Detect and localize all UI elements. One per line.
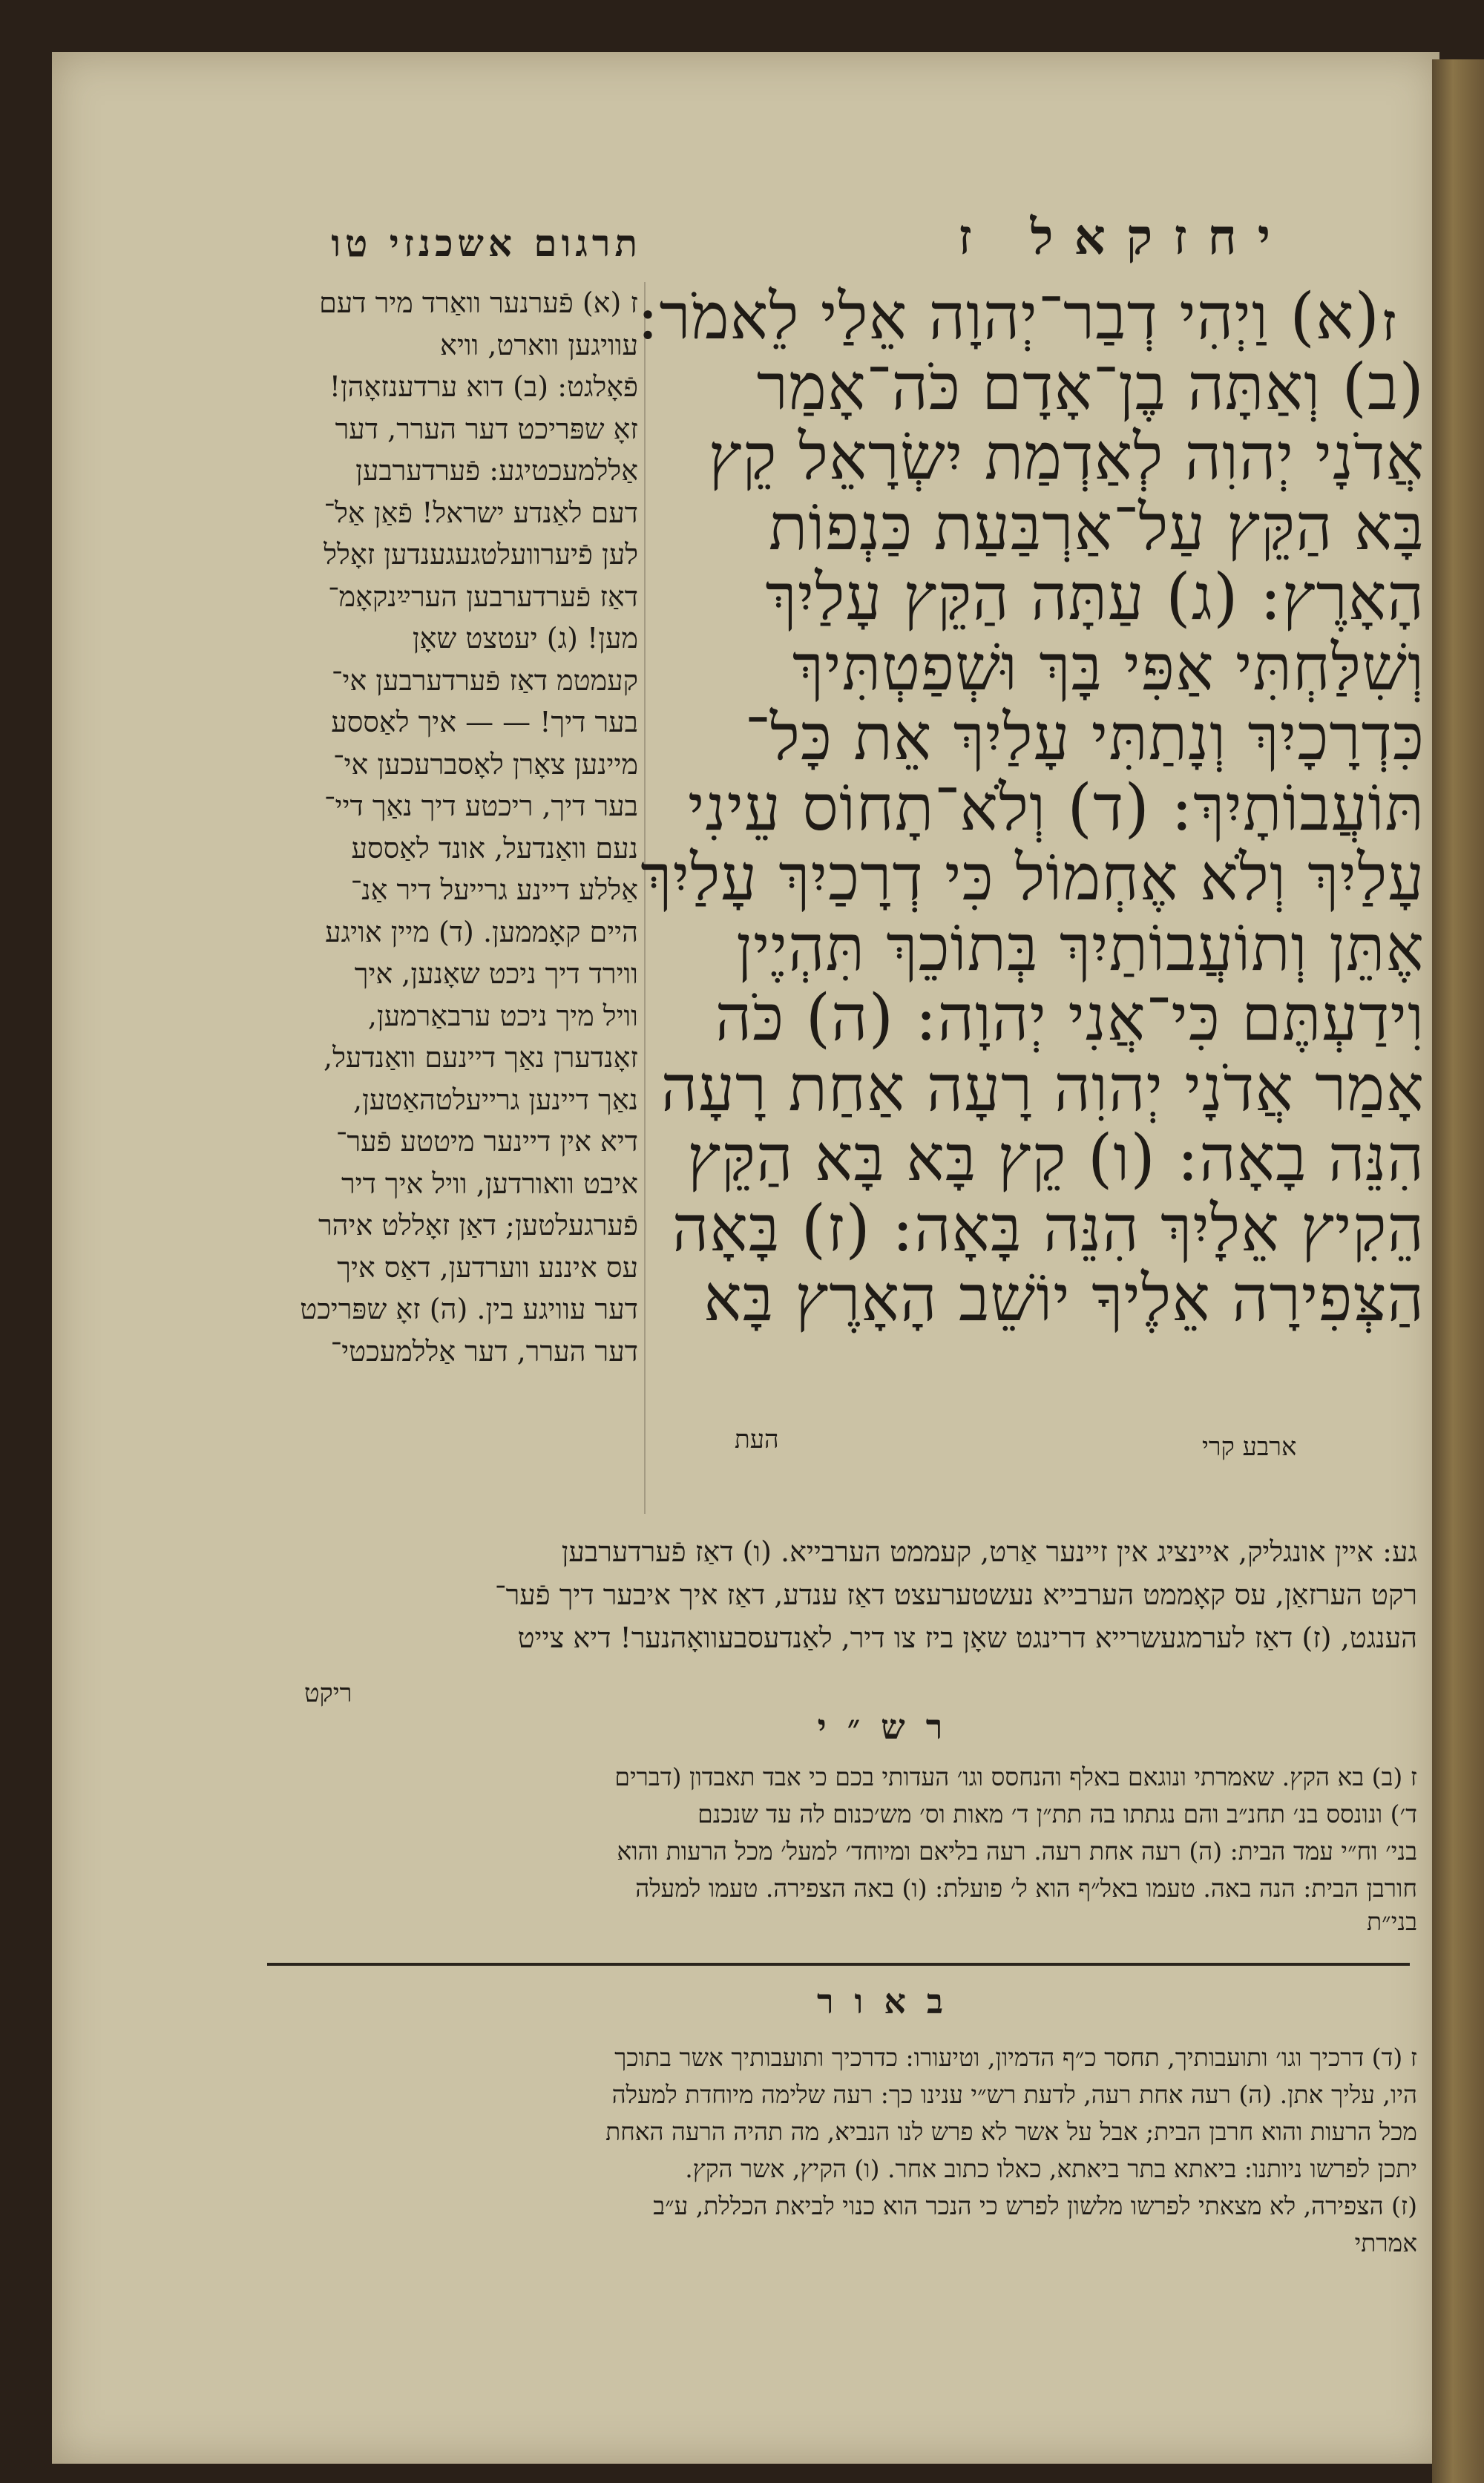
translation-line: דיא אין דיינער מיטטע פֿער־ [335, 1125, 638, 1158]
biur-line: יתכן לפרשו ניותנו: ביאתא בתר ביאתא, כאלו כתוב אחר. (ו) הקיץ, אשר הקץ. [685, 2154, 1417, 2183]
translation-line: בער דיך, ריכטע דיך נאַך דיי־ [324, 790, 638, 822]
rashi-commentary [260, 1759, 1417, 1937]
translation-line: היים קאָממען. (ד) מיין אויגע [325, 915, 638, 948]
translation-continuation [237, 1530, 1417, 1659]
rashi-line: בני׳ וח״י עמד הבית: (ה) רעה אחת רעה. רעה בליאם ומיוחד׳ למעל׳ מכל הרעות והוא [617, 1837, 1417, 1866]
translation-line: דאַז פֿערדערבען הערײַנקאָמ־ [328, 580, 638, 613]
translation-line: זאָנדערן נאַך דיינעם וואַנדעל, [324, 1041, 638, 1074]
book-spine [1432, 59, 1484, 2483]
main-line: תּוֹעֲבוֹתָיִךְ: (ד) וְלֹא־תָחוֹס עֵינִי [687, 770, 1425, 845]
translation-line: נעם וואַנדעל, אונד לאַססע [351, 831, 638, 865]
translation-column [252, 282, 638, 1372]
biur-line: (ז) הצפירה, לא מצאתי לפרשו מלשון לפרש כי הנכר הוא כנוי לביאת הכללת, ע״ב [653, 2191, 1417, 2220]
translation-line: קעמטמ דאַז פֿערדערבען אי־ [331, 663, 638, 697]
continuation-line: גע: איין אונגליק, איינציג אין זיינער אַרט, קעממט הערבייא. (ו) דאַז פֿערדערבען [561, 1535, 1417, 1568]
translation-line: עס איננע ווערדען, דאַס איך [337, 1250, 638, 1284]
translation-line: פֿערגעלטען; דאַן זאָללט איהר [318, 1209, 638, 1242]
main-line: עָלַיִךְ וְלֹא אֶחְמוֹל כִּי דְרָכַיִךְ עָלַיִךְ [640, 841, 1425, 915]
rashi-line: ז (ב) בא הקץ. שאמרתי ונוגאם באלף והנחסס וגו׳ העדותי בכם כי אבד תאבדון (דברים [614, 1762, 1417, 1791]
main-line: אֶתֵּן וְתוֹעֲבוֹתַיִךְ בְּתוֹכֵךְ תִּהְיֶין [736, 911, 1425, 985]
translation-line: נאַך דיינען גרייעלטהאַטען, [353, 1083, 638, 1116]
rashi-line: בני״ת [1367, 1907, 1417, 1936]
rashi-line: חורבן הבית: הנה באה. טעמו באל״ף הוא ל׳ פועלת: (ו) באה הצפירה. טעמו למעלה [635, 1874, 1417, 1903]
book-title-header: יחזקאל ז [958, 208, 1291, 266]
biur-line: מכל הרעות והוא חרבן הבית; אבל על אשר לא פרש לנו הנביא, מה תהיה הרעה האחת [605, 2117, 1417, 2146]
main-line: כִּדְרָכָיִךְ וְנָתַתִּי עָלַיִךְ אֵת כָּל־ [744, 701, 1425, 775]
biur-commentary [260, 2039, 1417, 2262]
translation-line: איבט וואורדען, וויל איך דיר [341, 1167, 638, 1200]
translation-line: ז (א) פֿערנער וואַרד מיר דעם [319, 286, 638, 319]
biur-title: באור [816, 1981, 965, 2021]
translation-line: אַללמעכטיגע: פֿערדערבען [355, 454, 638, 487]
translation-title-header: תרגום אשכנזי טו [331, 221, 642, 265]
main-line: הָאָרֶץ: (ג) עַתָּה הַקֵּץ עָלַיִךְ [765, 560, 1425, 634]
main-catchword-left: העת [735, 1425, 779, 1454]
translation-line: דער הערר, דער אַללמעכטי־ [330, 1334, 638, 1368]
translation-line: אַללע דיינע גרייעל דיר אַנ־ [350, 873, 638, 906]
rashi-title: רש״י [817, 1707, 964, 1747]
main-line: אֲדֹנָי יְהוִה לְאַדְמַת יִשְׂרָאֵל קֵץ [708, 420, 1425, 494]
continuation-line: רקט הערזאַן, עס קאָממט הערבייא נעשטערעצט דאַז ענדע, דאַז איך איבער דיך פֿער־ [495, 1578, 1417, 1611]
continuation-line: הענגט, (ז) דאַז לערמגעשרייא דרינגט שאָן ביז צו דיר, לאַנדעסבעוואָהנער! דיא צייט [517, 1621, 1417, 1654]
section-divider [267, 1963, 1410, 1966]
translation-line: לען פֿיערוועלטגעגענדען זאָלל [324, 538, 638, 571]
main-line: הַצְּפִירָה אֵלֶיךָ יוֹשֵׁב הָאָרֶץ בָּא [703, 1262, 1425, 1336]
translation-line: פֿאָלגט: (ב) דוא ערדענזאָהן! [329, 370, 638, 403]
translation-line: דעם לאַנדע ישראל! פֿאַן אַל־ [324, 496, 638, 529]
translation-line: מען! (ג) יעטצט שאָן [412, 622, 638, 655]
main-line: בָּא הַקֵּץ עַל־אַרְבַּעַת כַּנְפוֹת [768, 490, 1425, 565]
translation-line: וויל מיך ניכט ערבאַרמען, [367, 999, 638, 1032]
main-line: (א) וַיְהִי דְבַר־יְהוָה אֵלַי לֵאמֹר: [637, 280, 1380, 354]
biur-line: היו, עליך אתן. (ה) רעה אחת רעה, לדעת רש״י ענינו כך: רעה שלימה מיוחדת למעלה [611, 2080, 1417, 2109]
column-divider [644, 282, 646, 1514]
translation-line: זאָ שפּריכט דער הערר, דער [335, 412, 638, 445]
biur-line: ז (ד) דרכיך וגו׳ ותועבותיך, תחסר כ״ף הדמיון, וטיעורו: כדרכיך ותועבותיך אשר בתוכך [614, 2043, 1417, 2072]
main-line: הִנֵּה בָאָה: (ו) קֵץ בָּא בָּא הַקֵּץ [687, 1121, 1425, 1195]
main-line: וִידַעְתֶּם כִּי־אֲנִי יְהוָה: (ה) כֹּה [715, 981, 1425, 1055]
main-line: אָמַר אֲדֹנָי יְהוִה רָעָה אַחַת רָעָה [660, 1051, 1425, 1126]
main-line: הֵקִיץ אֵלָיִךְ הִנֵּה בָּאָה: (ז) בָּאָה [672, 1191, 1425, 1266]
main-line: וְשִׁלַּחְתִּי אַפִּי בָּךְ וּשְׁפַטְתִּיךְ [792, 630, 1425, 705]
translation-line: מיינען צאָרן לאָסברעכען אי־ [332, 747, 638, 781]
main-line: (ב) וְאַתָּה בֶן־אָדָם כֹּה־אָמַר [756, 350, 1425, 424]
translation-line: בער דיך! — — איך לאַססע [331, 706, 638, 738]
translation-line: דער עוויגע בין. (ה) זאָ שפּריכט [300, 1293, 638, 1325]
translation-line: עוויגען ווארט, וויא [440, 328, 638, 361]
main-catchword-right: ארבע קרי [1202, 1432, 1297, 1462]
chapter-number: ז [1382, 291, 1396, 352]
main-hebrew-text [637, 280, 1425, 1336]
translation-line: ווירד דיך ניכט שאָנען, איך [354, 957, 638, 990]
biur-line: אמרתי [1354, 2228, 1417, 2257]
rashi-line: ד׳) ונונסס בנ׳ תחנ״ב והם נגתתו בה תת״ן ד׳ מאות וס׳ מש׳כנום לה עד שנכנם [697, 1800, 1417, 1828]
translation-catchword: ריקט [304, 1679, 352, 1708]
